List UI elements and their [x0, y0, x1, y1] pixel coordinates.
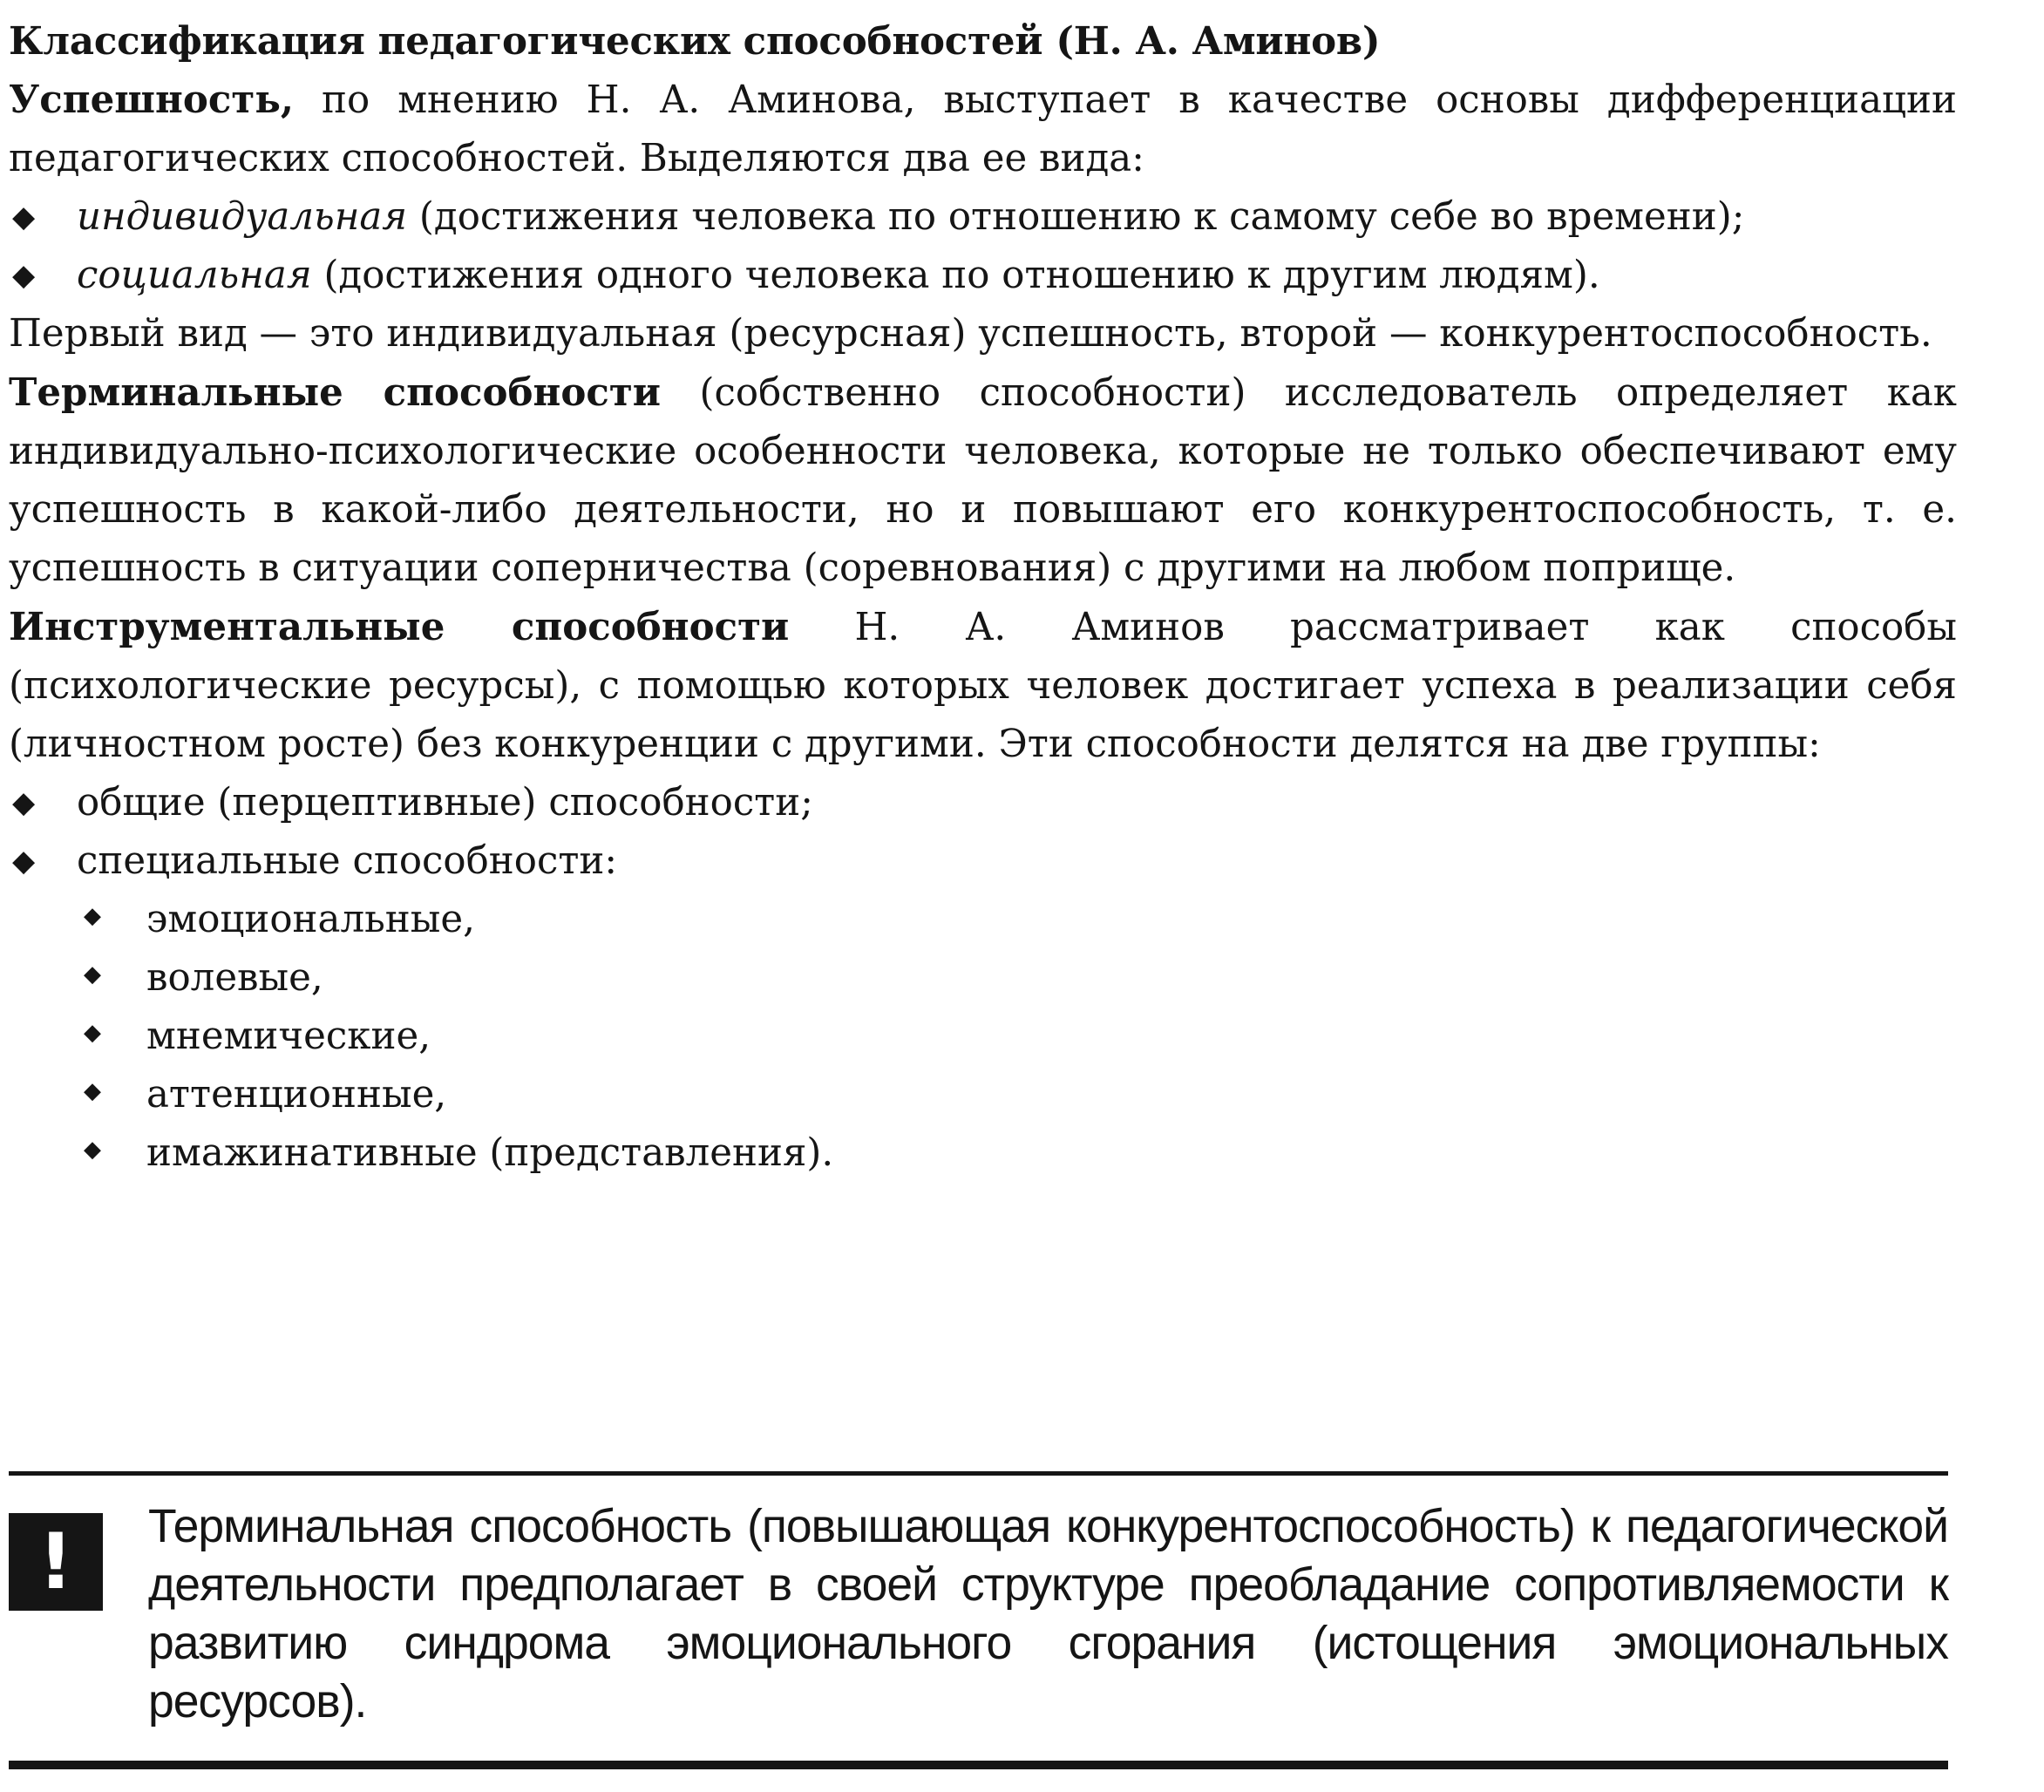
paragraph-instrumental [9, 598, 1957, 774]
exclamation-icon: ! [9, 1513, 103, 1611]
note-bottom-rule [9, 1761, 1948, 1769]
note-top-rule [9, 1471, 1948, 1476]
small-diamond-bullet-icon: ◆ [84, 961, 101, 988]
sub-list-item [9, 891, 1957, 949]
list-item [9, 247, 1957, 305]
small-diamond-bullet-icon: ◆ [84, 1020, 101, 1046]
list-item-text: (достижения человека по отношению к самому себе во времени); [407, 195, 1745, 239]
term-success: Успешность, [9, 78, 295, 122]
success-kinds-list [9, 188, 1957, 305]
diamond-bullet-icon: ◆ [12, 200, 36, 234]
term-individual: индивидуальная [77, 195, 408, 239]
term-instrumental: Инструментальные способности [9, 605, 790, 649]
diamond-bullet-icon: ◆ [12, 785, 36, 820]
sub-list-item-text: волевые, [146, 956, 323, 1000]
small-diamond-bullet-icon: ◆ [84, 903, 101, 929]
sub-list-item-text: аттенционные, [146, 1073, 447, 1117]
sub-list-item-text: имажинативные (представления). [146, 1131, 834, 1175]
paragraph-success [9, 71, 1957, 188]
term-social: социальная [77, 254, 312, 297]
list-item [9, 832, 1957, 891]
paragraph-instrumental-text: Н. А. Аминов рассматривает как способы (психологические ресурсы), с помощью которых человек достигает успеха в реализации себя (личностном росте) без конкуренции с другими. Эти способности делятся на две группы: [9, 606, 1957, 766]
ability-groups-list [9, 774, 1957, 891]
special-abilities-list [9, 891, 1957, 1183]
sub-list-item [9, 1008, 1957, 1066]
sub-list-item-text: эмоциональные, [146, 898, 475, 941]
list-item-text: специальные способности: [77, 839, 618, 883]
list-item [9, 774, 1957, 832]
paragraph-terminal [9, 363, 1957, 598]
sub-list-item [9, 1066, 1957, 1124]
small-diamond-bullet-icon: ◆ [84, 1137, 101, 1163]
sub-list-item [9, 1124, 1957, 1183]
document-body [9, 12, 1957, 1183]
section-title: Классификация педагогических способностей (Н. А. Аминов) [9, 19, 1381, 64]
diamond-bullet-icon: ◆ [12, 844, 36, 879]
small-diamond-bullet-icon: ◆ [84, 1078, 101, 1104]
sub-list-item [9, 949, 1957, 1008]
paragraph-terminal-text: (собственно способности) исследователь определяет как индивидуально-психологические особенности человека, которые не только обеспечивают ему успешность в какой-либо деятельности, но и повышают его конкурентоспособность, т. е. успешность в ситуации соперничества (соревнования) с другими на любом поприще. [9, 371, 1957, 590]
paragraph-success-text: по мнению Н. А. Аминова, выступает в качестве основы дифференциации педагогических способностей. Выделяются два ее вида: [9, 78, 1957, 180]
paragraph-kinds-summary: Первый вид — это индивидуальная (ресурсная) успешность, второй — конкурентоспособность. [9, 312, 1932, 356]
diamond-bullet-icon: ◆ [12, 258, 36, 293]
sub-list-item-text: мнемические, [146, 1015, 431, 1058]
list-item-text: (достижения одного человека по отношению к другим людям). [311, 254, 1600, 297]
list-item [9, 188, 1957, 247]
list-item-text: общие (перцептивные) способности; [77, 781, 813, 825]
note-text: Терминальная способность (повышающая конкурентоспособность) к педагогической деятельности предполагает в своей структуре преобладание сопротивляемости к развитию синдрома эмоционального сгорания (истощения эмоциональных ресурсов). [148, 1501, 1948, 1728]
term-terminal: Терминальные способности [9, 370, 662, 415]
